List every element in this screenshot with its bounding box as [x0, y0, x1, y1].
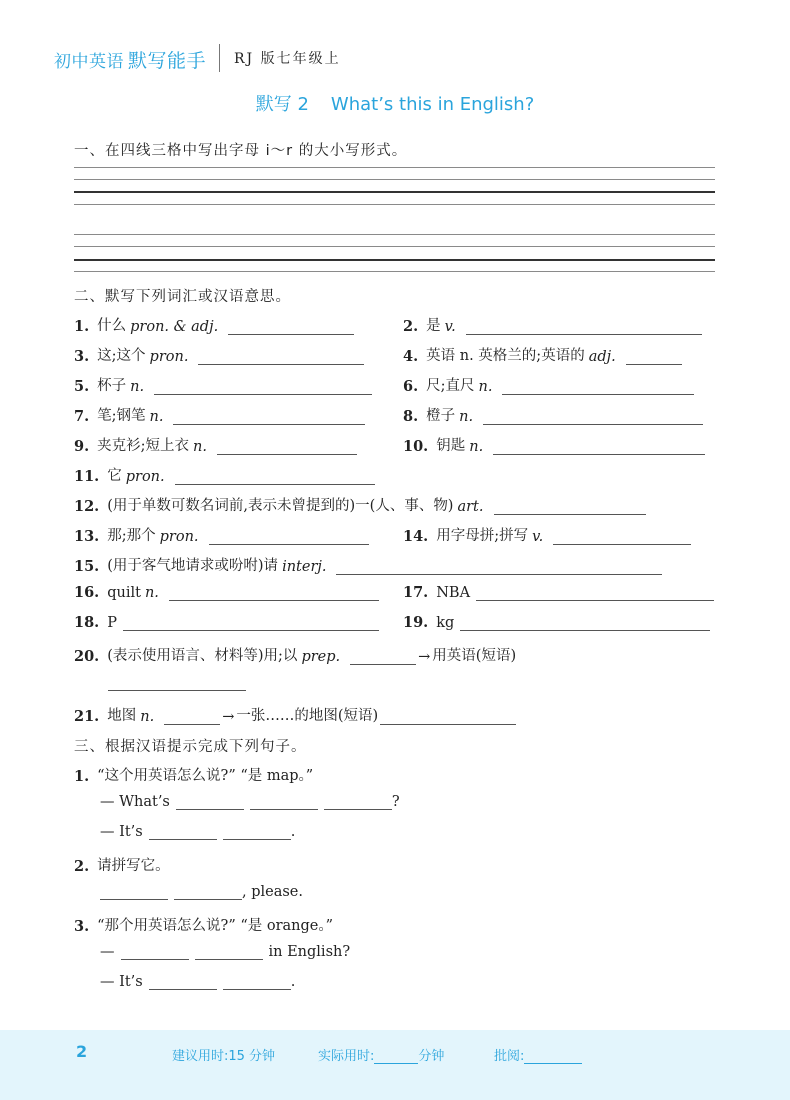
item-number: 21. — [74, 708, 100, 725]
answer-blank[interactable] — [324, 795, 392, 810]
answer-blank[interactable] — [195, 945, 263, 960]
answer-blank[interactable] — [460, 616, 710, 631]
vocab-item-1 — [74, 314, 354, 335]
vocab-item-17 — [403, 584, 714, 601]
vocab-item-15 — [74, 554, 662, 575]
item-number: 13. — [74, 528, 100, 545]
item-number: 5. — [74, 378, 90, 395]
sentence-2-prompt — [74, 854, 170, 875]
grid-line — [74, 271, 715, 272]
sentence-text: — It’s — [100, 974, 143, 990]
section2-heading: 二、默写下列词汇或汉语意思。 — [74, 289, 291, 305]
sentence-punct: . — [290, 824, 296, 840]
answer-blank[interactable] — [100, 885, 168, 900]
item-meaning: 杯子 — [97, 378, 127, 394]
sentence-1-line-2 — [100, 824, 295, 840]
item-number: 19. — [403, 614, 429, 631]
item-pos: v. — [532, 529, 544, 545]
prompt-text: 请拼写它。 — [97, 858, 170, 874]
item-meaning: (用于单数可数名词前,表示未曾提到的)一(人、事、物) — [107, 498, 454, 514]
answer-blank[interactable] — [223, 975, 291, 990]
answer-blank[interactable] — [626, 350, 682, 365]
item-meaning: 这;这个 — [97, 348, 146, 364]
answer-blank[interactable] — [175, 470, 375, 485]
item-number: 1. — [74, 768, 90, 785]
answer-blank[interactable] — [217, 440, 357, 455]
item-meaning: 夹克衫;短上衣 — [97, 438, 190, 454]
vocab-item-6 — [403, 374, 694, 395]
item-number: 3. — [74, 918, 90, 935]
item-number: 20. — [74, 648, 100, 665]
actual-time-unit: 分钟 — [418, 1049, 445, 1064]
item-pos: pron. & adj. — [130, 319, 219, 335]
item-number: 10. — [403, 438, 429, 455]
answer-blank[interactable] — [223, 825, 291, 840]
item-pos: n. — [144, 585, 159, 601]
title-number: 默写 2 — [255, 94, 309, 115]
vocab-item-12 — [74, 494, 646, 515]
vocab-item-21 — [74, 704, 516, 725]
sentence-text: — — [100, 944, 115, 960]
answer-blank[interactable] — [121, 945, 189, 960]
sentence-2-line-1 — [94, 884, 303, 900]
section1-heading: 一、在四线三格中写出字母 i～r 的大小写形式。 — [74, 143, 408, 159]
item-meaning: 它 — [107, 468, 122, 484]
item-word: kg — [436, 615, 455, 631]
item-pos: prep. — [301, 649, 341, 665]
item-meaning: 英语 n. 英格兰的;英语的 — [426, 348, 585, 364]
item-number: 15. — [74, 558, 100, 575]
sentence-text: , please. — [242, 884, 303, 900]
item-word: NBA — [436, 585, 471, 601]
item-pos: n. — [478, 379, 493, 395]
sentence-text: — What’s — [100, 794, 170, 810]
item-meaning: 用字母拼;拼写 — [436, 528, 529, 544]
page-number: 2 — [76, 1042, 88, 1061]
item-pos: pron. — [125, 469, 165, 485]
item-number: 18. — [74, 614, 100, 631]
item-meaning: 什么 — [97, 318, 127, 334]
item-meaning: 尺;直尺 — [426, 378, 475, 394]
item-meaning: 钥匙 — [436, 438, 466, 454]
answer-blank[interactable] — [483, 410, 703, 425]
item-pos: pron. — [149, 349, 189, 365]
grid-line — [74, 246, 715, 247]
suggested-time: 建议用时:15 分钟 — [172, 1049, 276, 1064]
vocab-item-10 — [403, 434, 705, 455]
answer-blank[interactable] — [173, 410, 365, 425]
actual-time — [318, 1045, 444, 1064]
item-pos: interj. — [282, 559, 327, 575]
review-label: 批阅: — [494, 1049, 525, 1064]
vocab-item-3 — [74, 344, 364, 365]
answer-blank[interactable] — [164, 710, 220, 725]
grid-line — [74, 179, 715, 180]
item-pos: n. — [469, 439, 484, 455]
grade-label: RJ 版七年级上 — [234, 51, 341, 67]
title-text: What’s this in English? — [330, 94, 535, 115]
item-meaning: 是 — [426, 318, 441, 334]
grid-line — [74, 204, 715, 205]
item-meaning: 橙子 — [426, 408, 456, 424]
item-pos: adj. — [588, 349, 616, 365]
answer-blank[interactable] — [108, 690, 246, 691]
sentence-1-line-1 — [100, 794, 400, 810]
grid-baseline — [74, 259, 715, 261]
series-name: 初中英语 — [54, 52, 124, 72]
item-number: 6. — [403, 378, 419, 395]
vocab-item-11 — [74, 464, 375, 485]
page-title — [0, 90, 790, 116]
item-number: 16. — [74, 584, 100, 601]
item-pos: n. — [130, 379, 145, 395]
item-meaning: (表示使用语言、材料等)用;以 — [107, 648, 298, 664]
item-number: 12. — [74, 498, 100, 515]
grid-line — [74, 167, 715, 168]
answer-blank[interactable] — [123, 616, 379, 631]
item-meaning: (用于客气地请求或吩咐)请 — [107, 558, 279, 574]
answer-blank[interactable] — [493, 440, 705, 455]
sentence-punct: . — [290, 974, 296, 990]
item-phrase-hint: 用英语(短语) — [432, 648, 517, 664]
item-phrase-hint: 一张……的地图(短语) — [236, 708, 379, 724]
vocab-item-8 — [403, 404, 703, 425]
arrow-icon: → — [222, 709, 235, 725]
sentence-text: in English? — [268, 944, 351, 960]
answer-blank[interactable] — [336, 560, 662, 575]
vocab-item-9 — [74, 434, 357, 455]
vocab-item-14 — [403, 524, 691, 545]
actual-time-blank[interactable] — [374, 1051, 418, 1064]
brand-name: 默写能手 — [128, 50, 207, 72]
item-number: 9. — [74, 438, 90, 455]
grid-line — [74, 234, 715, 235]
item-number: 4. — [403, 348, 419, 365]
item-number: 2. — [403, 318, 419, 335]
sentence-punct: ? — [391, 794, 400, 810]
section3-heading: 三、根据汉语提示完成下列句子。 — [74, 739, 307, 755]
footer-bar — [0, 1030, 790, 1100]
vocab-item-2 — [403, 314, 702, 335]
item-number: 11. — [74, 468, 100, 485]
prompt-text: “这个用英语怎么说?” “是 map。” — [97, 768, 314, 784]
vocab-item-13 — [74, 524, 369, 545]
series-title — [54, 46, 206, 73]
vocab-item-16 — [74, 584, 379, 601]
answer-blank[interactable] — [250, 795, 318, 810]
answer-blank[interactable] — [209, 530, 369, 545]
review — [494, 1045, 582, 1064]
item-number: 14. — [403, 528, 429, 545]
actual-time-label: 实际用时: — [318, 1049, 375, 1064]
item-pos: n. — [459, 409, 474, 425]
answer-blank[interactable] — [350, 650, 416, 665]
item-meaning: 地图 — [107, 708, 137, 724]
item-meaning: 那;那个 — [107, 528, 156, 544]
answer-blank[interactable] — [174, 885, 242, 900]
sentence-3-line-2 — [100, 974, 295, 990]
vocab-item-19 — [403, 614, 710, 631]
sentence-text: — It’s — [100, 824, 143, 840]
answer-blank[interactable] — [228, 320, 354, 335]
item-pos: pron. — [159, 529, 199, 545]
answer-blank[interactable] — [494, 500, 646, 515]
answer-blank[interactable] — [553, 530, 691, 545]
sentence-1-prompt — [74, 764, 313, 785]
item-pos: art. — [457, 499, 484, 515]
item-number: 17. — [403, 584, 429, 601]
grid-baseline — [74, 191, 715, 193]
answer-blank[interactable] — [476, 586, 714, 601]
item-pos: v. — [444, 319, 456, 335]
answer-blank[interactable] — [502, 380, 694, 395]
item-pos: n. — [193, 439, 207, 455]
vocab-item-7 — [74, 404, 365, 425]
answer-blank[interactable] — [169, 586, 379, 601]
answer-blank[interactable] — [198, 350, 364, 365]
item-word: P — [107, 615, 117, 631]
answer-blank[interactable] — [149, 975, 217, 990]
answer-blank[interactable] — [176, 795, 244, 810]
item-meaning: 笔;钢笔 — [97, 408, 146, 424]
item-pos: n. — [140, 709, 155, 725]
sentence-3-line-1 — [100, 944, 350, 960]
arrow-icon: → — [418, 649, 431, 665]
item-number: 7. — [74, 408, 90, 425]
item-number: 1. — [74, 318, 90, 335]
item-number: 3. — [74, 348, 90, 365]
item-pos: n. — [149, 409, 164, 425]
answer-blank[interactable] — [149, 825, 217, 840]
item-word: quilt — [107, 585, 141, 601]
header-divider — [219, 44, 220, 72]
vocab-item-5 — [74, 374, 372, 395]
answer-blank[interactable] — [154, 380, 372, 395]
answer-blank[interactable] — [466, 320, 702, 335]
prompt-text: “那个用英语怎么说?” “是 orange。” — [97, 918, 334, 934]
sentence-3-prompt — [74, 914, 333, 935]
vocab-item-4 — [403, 344, 682, 365]
vocab-item-20 — [74, 644, 516, 665]
review-blank[interactable] — [524, 1051, 582, 1064]
answer-blank[interactable] — [380, 710, 516, 725]
item-number: 2. — [74, 858, 90, 875]
vocab-item-18 — [74, 614, 379, 631]
item-number: 8. — [403, 408, 419, 425]
